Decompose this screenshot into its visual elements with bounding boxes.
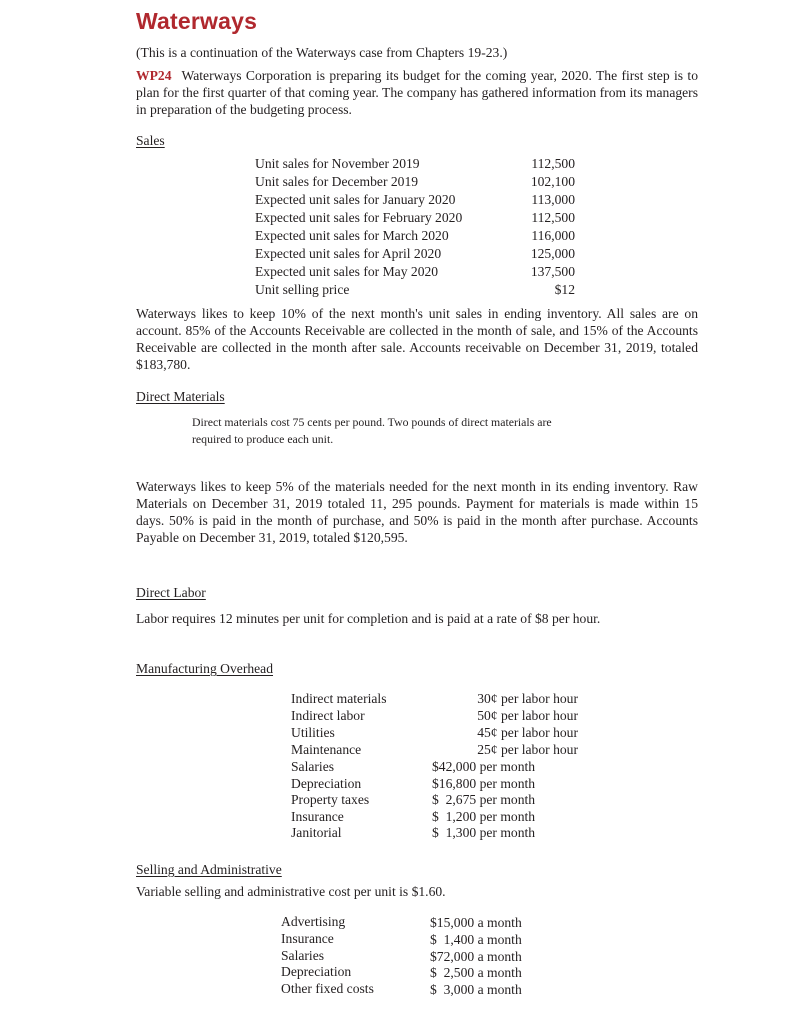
problem-text: Waterways Corporation is preparing its budget for the coming year, 2020. The first step is to plan for the first quarter of that coming year. The company has gathered information from its managers in preparation of the budgeting process. [136,68,698,117]
selling-row-value: $72,000 a month [430,949,522,964]
sales-row-value: 102,100 [530,174,575,189]
overhead-row-label: Property taxes [291,792,370,807]
sales-row-label: Expected unit sales for February 2020 [255,210,463,225]
problem-statement [136,67,698,118]
direct-materials-box-line-1: Direct materials cost 75 cents per pound. Two pounds of direct materials are [192,415,552,429]
sales-row-value: 137,500 [530,264,575,279]
overhead-row-value: $ 2,675 per month [432,792,536,807]
direct-labor-text: Labor requires 12 minutes per unit for completion and is paid at a rate of $8 per hour. [136,611,601,626]
sales-heading: Sales [136,133,165,148]
overhead-row-label: Insurance [291,809,344,824]
direct-materials-note: Waterways likes to keep 5% of the materials needed for the next month in its ending inventory. Raw Materials on December 31, 2019 totaled 11, 295 pounds. Payment for materials is made within 15 days. 50% is paid in the month of purchase, and 50% is paid in the month after purchase. Accounts Payable on December 31, 2019, totaled $120,595. [136,479,698,545]
sales-row-label: Expected unit sales for April 2020 [255,246,442,261]
overhead-row-value: $ 1,200 per month [432,809,536,824]
selling-row-value: $ 3,000 a month [430,982,522,997]
overhead-heading: Manufacturing Overhead [136,661,274,676]
overhead-row-value: 30¢ per labor hour [477,691,578,706]
selling-row-value: $15,000 a month [430,915,522,930]
selling-row-label: Insurance [281,931,334,946]
overhead-row-label: Janitorial [291,825,342,840]
overhead-row-label: Salaries [291,759,335,774]
overhead-row-label: Indirect materials [291,691,387,706]
overhead-row-value: 45¢ per labor hour [477,725,578,740]
sales-note: Waterways likes to keep 10% of the next month's unit sales in ending inventory. All sales are on account. 85% of the Accounts Receivable are collected in the month of sale, and 15% of the Accounts Receivable are collected in the month after sale. Accounts receivable on December 31, 2019, totaled $183,780. [136,306,698,372]
overhead-row-label: Indirect labor [291,708,365,723]
direct-labor-heading: Direct Labor [136,585,206,600]
overhead-row-label: Utilities [291,725,335,740]
overhead-row-value: 25¢ per labor hour [477,742,578,757]
sales-row-label: Expected unit sales for March 2020 [255,228,449,243]
page-title: Waterways [136,8,258,34]
overhead-row-value: 50¢ per labor hour [477,708,578,723]
selling-row-label: Depreciation [281,964,352,979]
selling-row-value: $ 2,500 a month [430,965,522,980]
selling-admin-text: Variable selling and administrative cost per unit is $1.60. [136,884,446,899]
overhead-row-value: $16,800 per month [432,776,536,791]
intro-text: (This is a continuation of the Waterways case from Chapters 19-23.) [136,45,508,60]
sales-row-value: 113,000 [531,192,575,207]
sales-row-value: 112,500 [531,156,575,171]
sales-row-label: Expected unit sales for May 2020 [255,264,439,279]
sales-row-label: Unit sales for November 2019 [255,156,420,171]
sales-row-label: Unit selling price [255,282,350,297]
sales-row-value: $12 [554,282,575,297]
selling-row-label: Advertising [281,914,346,929]
overhead-row-value: $42,000 per month [432,759,536,774]
direct-materials-box-line-2: required to produce each unit. [192,432,334,446]
sales-row-label: Unit sales for December 2019 [255,174,419,189]
sales-row-value: 125,000 [530,246,575,261]
selling-row-label: Other fixed costs [281,981,374,996]
problem-code: WP24 [136,68,172,83]
overhead-row-value: $ 1,300 per month [432,825,536,840]
overhead-row-label: Maintenance [291,742,362,757]
sales-row-value: 116,000 [531,228,575,243]
sales-row-label: Expected unit sales for January 2020 [255,192,456,207]
overhead-row-label: Depreciation [291,776,362,791]
selling-row-value: $ 1,400 a month [430,932,522,947]
selling-admin-heading: Selling and Administrative [136,862,282,877]
direct-materials-heading: Direct Materials [136,389,225,404]
selling-row-label: Salaries [281,948,325,963]
sales-row-value: 112,500 [531,210,575,225]
